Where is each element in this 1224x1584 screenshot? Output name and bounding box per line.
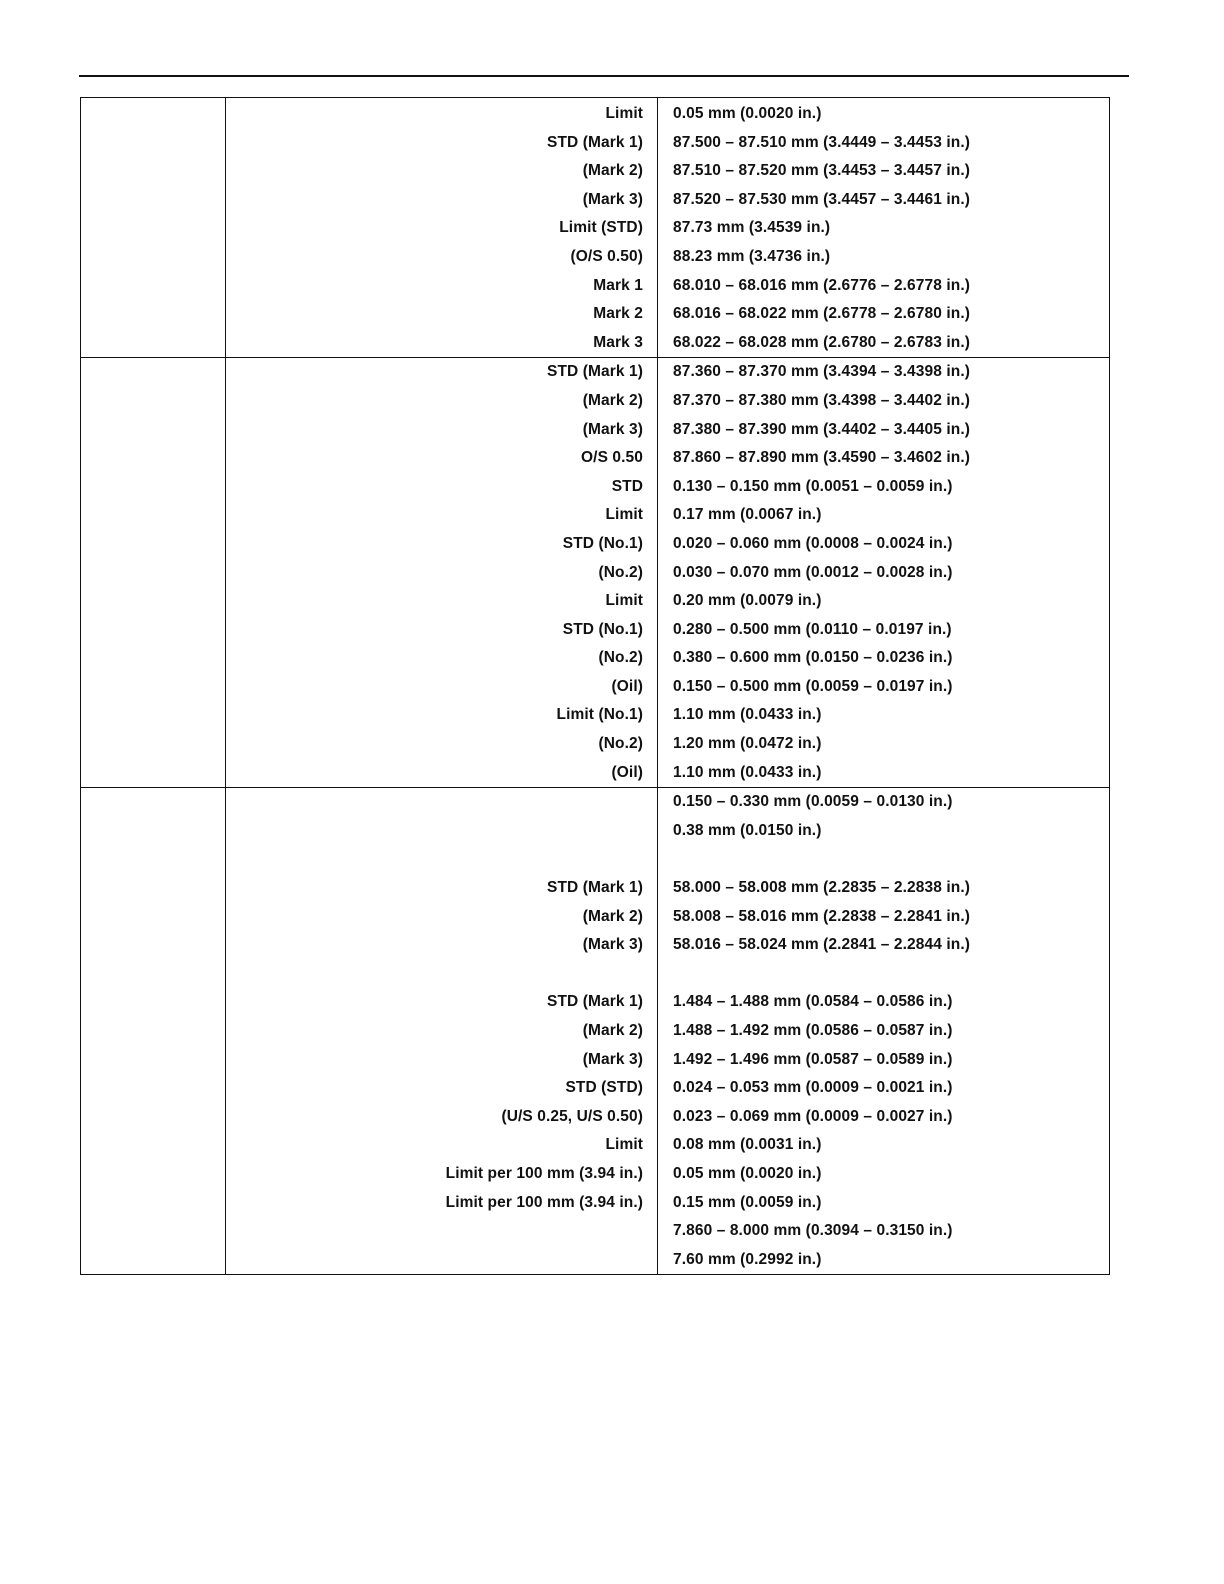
spec-value: 0.150 – 0.330 mm (0.0059 – 0.0130 in.) (673, 793, 953, 811)
spec-value: 87.360 – 87.370 mm (3.4394 – 3.4398 in.) (673, 363, 970, 381)
value-column (658, 358, 1110, 788)
spec-label: STD (No.1) (562, 620, 643, 638)
spec-label: O/S 0.50 (581, 449, 643, 467)
spec-label: (Mark 3) (582, 936, 643, 954)
spec-value: 87.370 – 87.380 mm (3.4398 – 3.4402 in.) (673, 391, 970, 409)
spec-value: 0.38 mm (0.0150 in.) (673, 821, 822, 839)
value-column (658, 788, 1110, 1275)
spec-value: 87.73 mm (3.4539 in.) (673, 219, 831, 237)
spec-label: (Mark 2) (582, 391, 643, 409)
spec-label: Mark 2 (593, 305, 643, 323)
spec-value: 0.030 – 0.070 mm (0.0012 – 0.0028 in.) (673, 563, 953, 581)
spec-value: 0.023 – 0.069 mm (0.0009 – 0.0027 in.) (673, 1107, 953, 1125)
spec-value: 87.500 – 87.510 mm (3.4449 – 3.4453 in.) (673, 133, 970, 151)
spec-value: 1.492 – 1.496 mm (0.0587 – 0.0589 in.) (673, 1050, 953, 1068)
spec-label: Limit (No.1) (556, 706, 643, 724)
spec-value: 58.016 – 58.024 mm (2.2841 – 2.2844 in.) (673, 936, 970, 954)
spec-value: 0.08 mm (0.0031 in.) (673, 1136, 822, 1154)
spec-value: 87.510 – 87.520 mm (3.4453 – 3.4457 in.) (673, 162, 970, 180)
spec-label: STD (No.1) (562, 534, 643, 552)
spec-value: 68.022 – 68.028 mm (2.6780 – 2.6783 in.) (673, 333, 970, 351)
spec-value: 0.20 mm (0.0079 in.) (673, 592, 822, 610)
item-column (81, 788, 226, 1275)
spec-section-1 (81, 98, 1110, 358)
value-column (658, 98, 1110, 358)
spec-value: 87.860 – 87.890 mm (3.4590 – 3.4602 in.) (673, 449, 970, 467)
spec-value (658, 845, 1109, 874)
spec-value: 88.23 mm (3.4736 in.) (673, 247, 831, 265)
spec-label (226, 845, 657, 874)
spec-value: 7.60 mm (0.2992 in.) (673, 1250, 822, 1268)
condition-column (226, 788, 658, 1275)
spec-label: (O/S 0.50) (570, 247, 643, 265)
spec-label: (Mark 2) (582, 907, 643, 925)
spec-label: (U/S 0.25, U/S 0.50) (501, 1107, 643, 1125)
spec-value: 58.008 – 58.016 mm (2.2838 – 2.2841 in.) (673, 907, 970, 925)
spec-section-3 (81, 788, 1110, 1275)
spec-value: 0.05 mm (0.0020 in.) (673, 105, 822, 122)
item-column (81, 358, 226, 788)
spec-label: STD (Mark 1) (547, 133, 643, 151)
spec-table (80, 97, 1110, 1275)
spec-label: Limit (605, 506, 643, 524)
spec-label (226, 817, 657, 846)
spec-value: 58.000 – 58.008 mm (2.2835 – 2.2838 in.) (673, 879, 970, 897)
spec-value: 1.10 mm (0.0433 in.) (673, 763, 822, 781)
spec-label: STD (STD) (565, 1079, 643, 1097)
spec-value: 1.20 mm (0.0472 in.) (673, 735, 822, 753)
spec-value: 68.016 – 68.022 mm (2.6778 – 2.6780 in.) (673, 305, 970, 323)
spec-value: 1.484 – 1.488 mm (0.0584 – 0.0586 in.) (673, 993, 953, 1011)
spec-label: Limit (605, 105, 643, 122)
spec-label: (Mark 3) (582, 190, 643, 208)
header-rule (79, 75, 1129, 77)
spec-value: 0.17 mm (0.0067 in.) (673, 506, 822, 524)
spec-label (226, 788, 657, 817)
condition-column (226, 358, 658, 788)
spec-section-2 (81, 358, 1110, 788)
condition-column (226, 98, 658, 358)
spec-value: 0.15 mm (0.0059 in.) (673, 1193, 822, 1211)
spec-label: (Mark 2) (582, 1022, 643, 1039)
spec-label: Limit (STD) (559, 219, 643, 237)
spec-label (226, 960, 657, 989)
spec-value: 1.488 – 1.492 mm (0.0586 – 0.0587 in.) (673, 1022, 953, 1039)
spec-label: (No.2) (598, 735, 643, 753)
spec-value: 87.520 – 87.530 mm (3.4457 – 3.4461 in.) (673, 190, 970, 208)
spec-value: 1.10 mm (0.0433 in.) (673, 706, 822, 724)
spec-label: (Mark 3) (582, 1050, 643, 1068)
spec-value: 68.010 – 68.016 mm (2.6776 – 2.6778 in.) (673, 276, 970, 294)
spec-label: Limit (605, 1136, 643, 1154)
spec-label: (Mark 2) (582, 162, 643, 180)
spec-value: 7.860 – 8.000 mm (0.3094 – 0.3150 in.) (673, 1222, 953, 1240)
spec-value: 0.024 – 0.053 mm (0.0009 – 0.0021 in.) (673, 1079, 953, 1097)
spec-value (658, 960, 1109, 989)
item-column (81, 98, 226, 358)
spec-label: Limit per 100 mm (3.94 in.) (445, 1164, 643, 1182)
spec-label: (No.2) (598, 563, 643, 581)
spec-label: Mark 1 (593, 276, 643, 294)
spec-value: 0.280 – 0.500 mm (0.0110 – 0.0197 in.) (673, 620, 952, 638)
spec-label: (Mark 3) (582, 420, 643, 438)
spec-label (226, 1246, 657, 1275)
spec-value: 0.130 – 0.150 mm (0.0051 – 0.0059 in.) (673, 477, 953, 495)
spec-value: 0.380 – 0.600 mm (0.0150 – 0.0236 in.) (673, 649, 953, 667)
spec-value: 0.150 – 0.500 mm (0.0059 – 0.0197 in.) (673, 677, 953, 695)
spec-label: Limit per 100 mm (3.94 in.) (445, 1193, 643, 1211)
spec-value: 0.020 – 0.060 mm (0.0008 – 0.0024 in.) (673, 534, 953, 552)
spec-label: (No.2) (598, 649, 643, 667)
spec-value: 87.380 – 87.390 mm (3.4402 – 3.4405 in.) (673, 420, 970, 438)
spec-label: STD (Mark 1) (547, 363, 643, 381)
spec-label: (Oil) (611, 763, 643, 781)
spec-label: STD (Mark 1) (547, 879, 643, 897)
spec-label: STD (611, 477, 643, 495)
spec-label: (Oil) (611, 677, 643, 695)
spec-label: Mark 3 (593, 333, 643, 351)
spec-label: Limit (605, 592, 643, 610)
spec-value: 0.05 mm (0.0020 in.) (673, 1164, 822, 1182)
spec-label (226, 1217, 657, 1246)
spec-label: STD (Mark 1) (547, 993, 643, 1011)
